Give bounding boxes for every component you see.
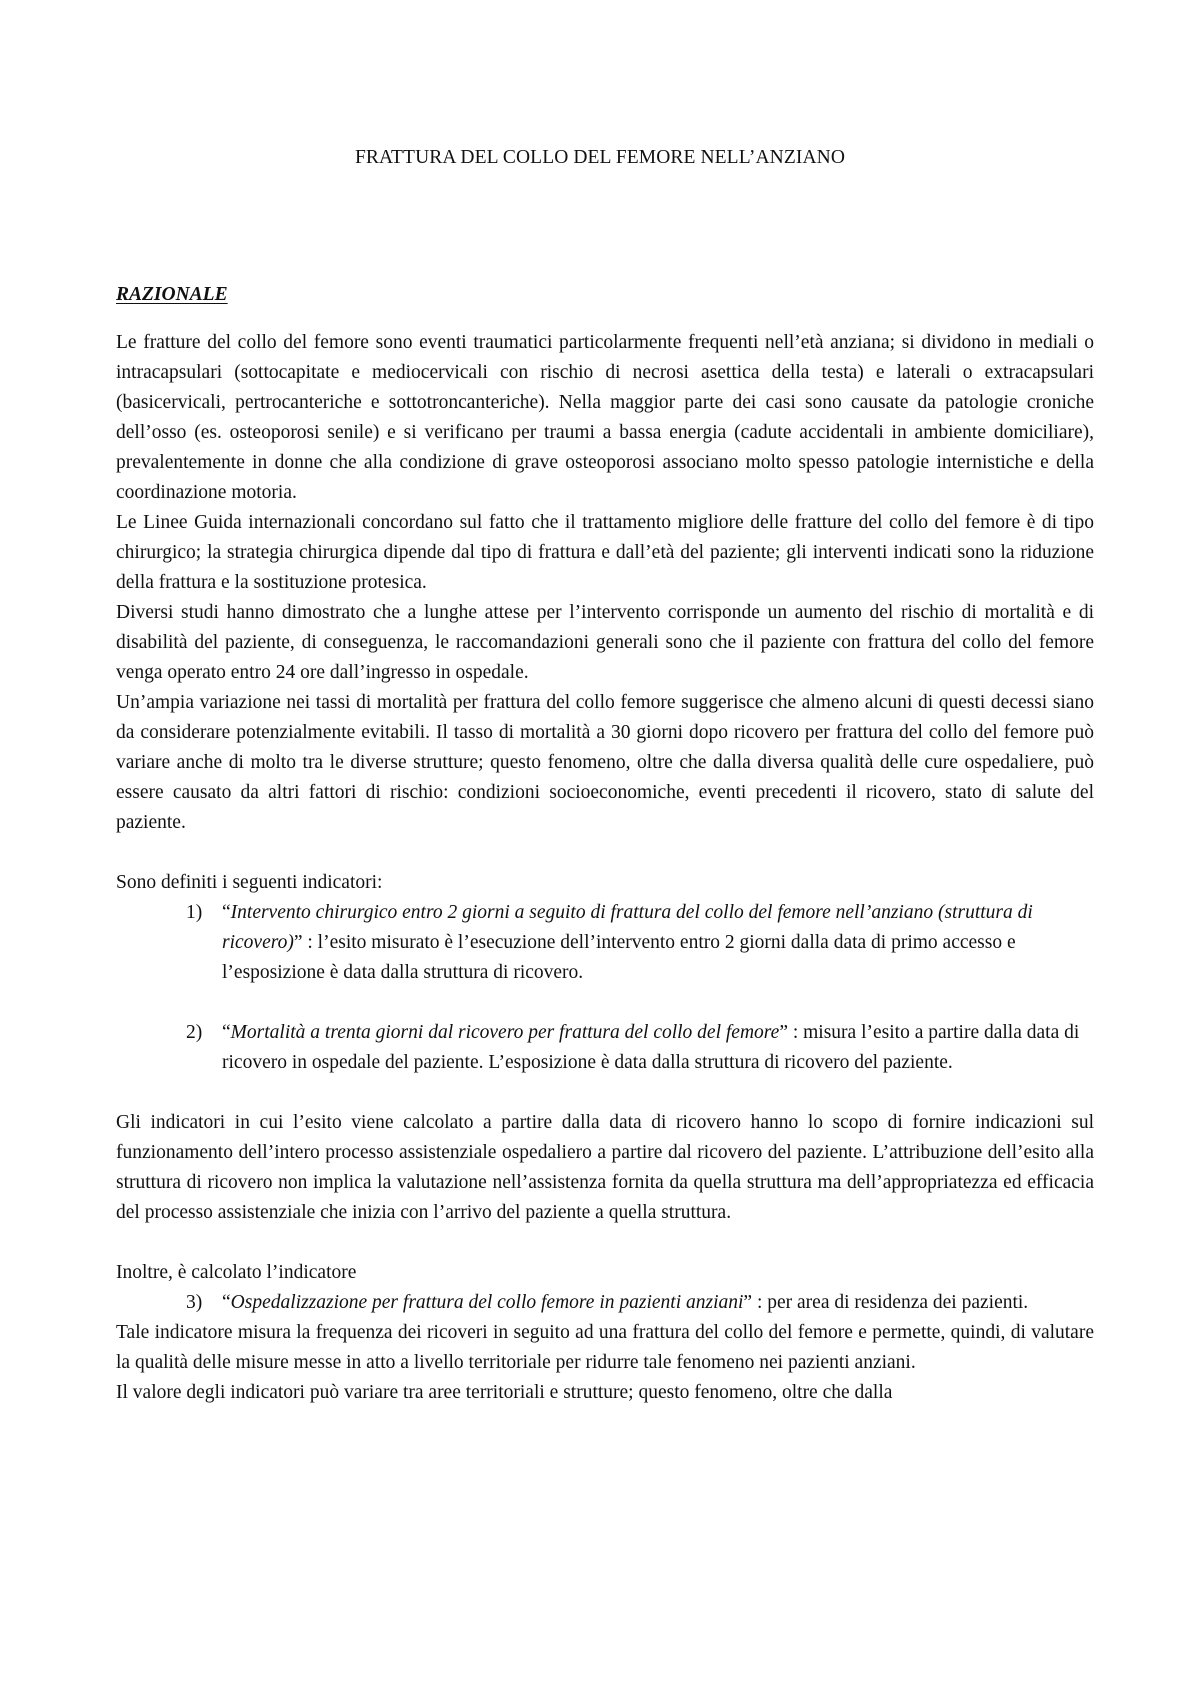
indicator-name: Mortalità a trenta giorni dal ricovero per frattura del collo del femore [230, 1022, 780, 1043]
paragraph: Inoltre, è calcolato l’indicatore [116, 1262, 357, 1283]
close-quote: ” [293, 932, 303, 953]
close-quote: ” [779, 1022, 788, 1043]
indicator-name: Intervento chirurgico entro 2 giorni a seguito di frattura del collo del femore nell’anziano (struttura di ricovero) [222, 902, 1033, 953]
spacer [116, 1228, 1094, 1258]
indicator-list-item [186, 898, 1094, 988]
open-quote: “ [222, 902, 231, 923]
paragraph: Sono definiti i seguenti indicatori: [116, 872, 383, 893]
indicator-description: : per area di residenza dei pazienti. [756, 1292, 1029, 1313]
open-quote: “ [222, 1292, 231, 1313]
spacer [116, 1078, 1094, 1108]
list-number: 1) [186, 902, 203, 923]
paragraph: Il valore degli indicatori può variare tra aree territoriali e strutture; questo fenomeno, oltre che dalla [116, 1382, 893, 1403]
paragraph: Gli indicatori in cui l’esito viene calcolato a partire dalla data di ricovero hanno lo scopo di fornire indicazioni sul funzionamento dell’intero processo assistenziale ospedaliero a partire dal ricovero del paziente. L’attribuzione dell’esito alla struttura di ricovero non implica la valutazione nell’assistenza fornita da quella struttura ma dell’appropriatezza ed efficacia del processo assistenziale che inizia con l’arrivo del paziente a quella struttura. [116, 1112, 1094, 1223]
document-title: FRATTURA DEL COLLO DEL FEMORE NELL’ANZIANO [354, 147, 846, 168]
list-number: 3) [186, 1292, 203, 1313]
indicator-list-item [186, 1288, 1094, 1318]
paragraph: Le fratture del collo del femore sono eventi traumatici particolarmente frequenti nell’età anziana; si dividono in mediali o intracapsulari (sottocapitate e mediocervicali con rischio di necrosi asettica della testa) e laterali o extracapsulari (basicervicali, pertrocanteriche e sottotroncanteriche). Nella maggior parte dei casi sono causate da patologie croniche dell’osso (es. osteoporosi senile) e si verificano per traumi a bassa energia (cadute accidentali in ambiente domiciliare), prevalentemente in donne che alla condizione di grave osteoporosi associano molto spesso patologie internistiche e della coordinazione motoria. [116, 332, 1094, 503]
indicator-description: : misura l’esito a partire dalla data di ricovero in ospedale del paziente. L’esposizione è data dalla struttura di ricovero del paziente. [222, 1022, 1080, 1073]
indicator-list-item [186, 1018, 1094, 1078]
document-body [116, 328, 1094, 1408]
section-heading: RAZIONALE [116, 284, 228, 305]
open-quote: “ [222, 1022, 231, 1043]
paragraph: Le Linee Guida internazionali concordano sul fatto che il trattamento migliore delle fratture del collo del femore è di tipo chirurgico; la strategia chirurgica dipende dal tipo di frattura e dall’età del paziente; gli interventi indicati sono la riduzione della frattura e la sostituzione protesica. [116, 512, 1094, 593]
spacer [116, 838, 1094, 868]
spacer [116, 988, 1094, 1018]
paragraph: Tale indicatore misura la frequenza dei ricoveri in seguito ad una frattura del collo del femore e permette, quindi, di valutare la qualità delle misure messe in atto a livello territoriale per ridurre tale fenomeno nei pazienti anziani. [116, 1322, 1094, 1373]
indicator-name: Ospedalizzazione per frattura del collo femore in pazienti anziani [230, 1292, 744, 1313]
close-quote: ” [743, 1292, 753, 1313]
paragraph: Un’ampia variazione nei tassi di mortalità per frattura del collo femore suggerisce che almeno alcuni di questi decessi siano da considerare potenzialmente evitabili. Il tasso di mortalità a 30 giorni dopo ricovero per frattura del collo del femore può variare anche di molto tra le diverse strutture; questo fenomeno, oltre che dalla diversa qualità delle cure ospedaliere, può essere causato da altri fattori di rischio: condizioni socioeconomiche, eventi precedenti il ricovero, stato di salute del paziente. [116, 692, 1094, 833]
list-number: 2) [186, 1022, 203, 1043]
indicator-description: : l’esito misurato è l’esecuzione dell’intervento entro 2 giorni dalla data di primo accesso e l’esposizione è data dalla struttura di ricovero. [222, 932, 1016, 983]
paragraph: Diversi studi hanno dimostrato che a lunghe attese per l’intervento corrisponde un aumento del rischio di mortalità e di disabilità del paziente, di conseguenza, le raccomandazioni generali sono che il paziente con frattura del collo del femore venga operato entro 24 ore dall’ingresso in ospedale. [116, 602, 1094, 683]
